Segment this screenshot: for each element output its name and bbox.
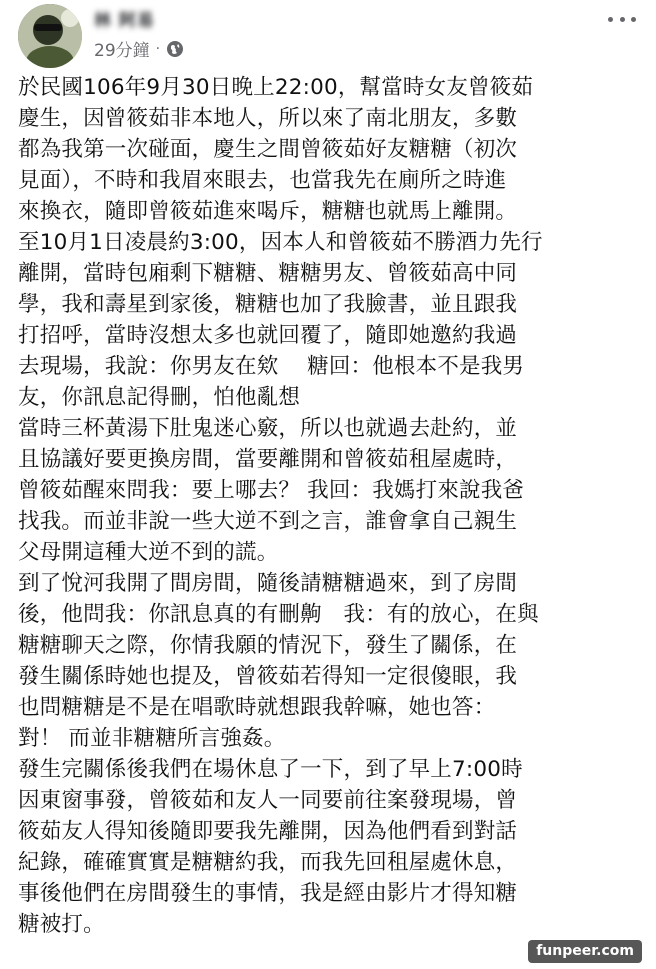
meta-separator: · [155, 40, 161, 57]
post-text-line: 當時三杯黃湯下肚鬼迷心竅，所以也就過去赴約，並 [18, 416, 518, 441]
post-text-line: 到了悅河我開了間房間，隨後請糖糖過來，到了房間 [18, 571, 518, 596]
post-text-line: 曾筱茹醒來問我：要上哪去？ 我回：我媽打來說我爸 [18, 478, 525, 503]
post-text-line: 離開，當時包廂剩下糖糖、糖糖男友、曾筱茹高中同 [18, 261, 518, 286]
post-text-line: 事後他們在房間發生的事情，我是經由影片才得知糖 [18, 881, 518, 906]
post-text-line: 也問糖糖是不是在唱歌時就想跟我幹嘛，她也答： [18, 695, 496, 720]
post-text-line: 慶生，因曾筱茹非本地人，所以來了南北朋友，多數 [18, 106, 518, 131]
post-text-line: 糖被打。 [18, 912, 105, 937]
more-dots-icon [608, 17, 613, 22]
post-text-line: 紀錄，確確實實是糖糖約我，而我先回租屋處休息， [18, 850, 518, 875]
post-text-line: 友，你訊息記得刪，怕他亂想 [18, 385, 301, 410]
post-text-line: 發生關係時她也提及，曾筱茹若得知一定很傻眼，我 [18, 664, 518, 689]
avatar[interactable] [18, 4, 82, 68]
post-text-line: 都為我第一次碰面，慶生之間曾筱茹好友糖糖（初次 [18, 137, 518, 162]
post-text-line: 且協議好要更換房間，當要離開和曾筱茹租屋處時， [18, 447, 518, 472]
post-text-line: 打招呼，當時沒想太多也就回覆了，隨即她邀約我過 [18, 323, 518, 348]
post-text-line: 糖糖聊天之際，你情我願的情況下，發生了關係，在 [18, 633, 518, 658]
post-text-line: 於民國106年9月30日晚上22:00，幫當時女友曾筱茹 [18, 75, 534, 100]
post-text-line: 學，我和壽星到家後，糖糖也加了我臉書，並且跟我 [18, 292, 518, 317]
post-text-line: 找我。而並非說一些大逆不到之言，誰會拿自己親生 [18, 509, 518, 534]
author-name[interactable]: 林 阿易 [94, 11, 155, 31]
post-text-line: 見面），不時和我眉來眼去，也當我先在廁所之時進 [18, 168, 507, 193]
post-text-line: 至10月1日凌晨約3:00，因本人和曾筱茹不勝酒力先行 [18, 230, 543, 255]
post-text-line: 去現場，我說：你男友在欸 糖回：他根本不是我男 [18, 354, 525, 379]
watermark: funpeer.com [528, 940, 642, 963]
post-text-line: 對！ 而並非糖糖所言強姦。 [18, 726, 286, 751]
more-dots-icon [631, 17, 636, 22]
post-text-line: 因東窗事發，曾筱茹和友人一同要前往案發現場，曾 [18, 788, 518, 813]
post-text-line: 發生完關係後我們在場休息了一下，到了早上7:00時 [18, 757, 523, 782]
post-meta [94, 36, 184, 61]
post-text-line: 來換衣，隨即曾筱茹進來喝斥，糖糖也就馬上離開。 [18, 199, 518, 224]
post-text-line: 筱茹友人得知後隨即要我先離開，因為他們看到對話 [18, 819, 518, 844]
avatar-image [18, 4, 82, 68]
post-header [0, 0, 656, 70]
globe-icon[interactable] [166, 40, 184, 58]
more-options-button[interactable] [608, 10, 636, 28]
more-dots-icon [620, 17, 625, 22]
post-text-line: 後，他問我：你訊息真的有刪齁 我：有的放心，在與 [18, 602, 539, 627]
post-text-line: 父母開這種大逆不到的謊。 [18, 540, 279, 565]
post-timestamp[interactable]: 29分鐘 [94, 41, 150, 61]
post-body [18, 72, 644, 940]
